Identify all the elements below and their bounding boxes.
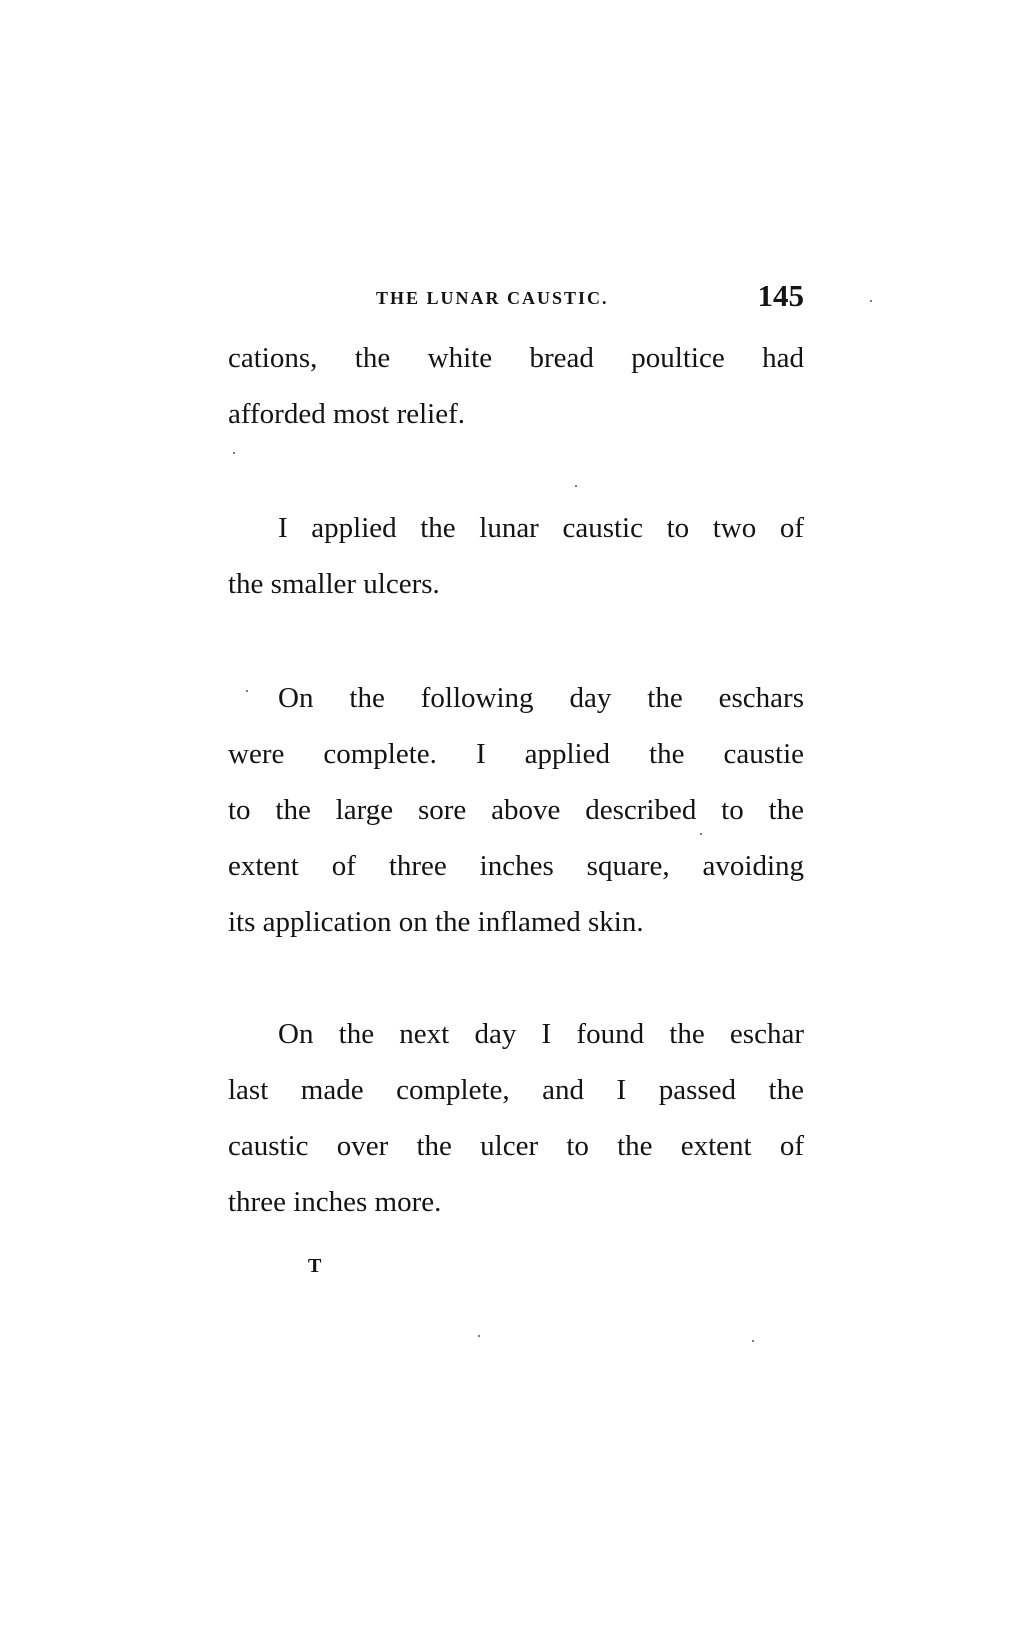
body-text <box>228 330 804 1230</box>
text-line: its application on the inflamed skin. <box>228 906 644 938</box>
print-speck <box>233 452 235 454</box>
print-speck <box>870 300 872 302</box>
text-line: were complete. I applied the caustie <box>228 738 804 770</box>
text-line: the smaller ulcers. <box>228 568 440 600</box>
print-speck <box>575 485 577 487</box>
text-line: caustic over the ulcer to the extent of <box>228 1130 804 1162</box>
paragraph-1 <box>228 330 804 442</box>
text-line: On the next day I found the eschar <box>278 1018 804 1050</box>
print-speck <box>700 833 702 835</box>
paragraph-2 <box>228 500 804 612</box>
print-speck <box>478 1335 480 1337</box>
print-speck <box>752 1340 754 1342</box>
page-number: 145 <box>757 278 804 313</box>
text-line: On the following day the eschars <box>278 682 804 714</box>
text-line: to the large sore above described to the <box>228 794 804 826</box>
signature-mark: T <box>308 1255 322 1277</box>
print-speck <box>246 690 248 692</box>
running-head <box>228 278 804 318</box>
text-line: afforded most relief. <box>228 398 466 430</box>
running-title: THE LUNAR CAUSTIC. <box>376 288 609 308</box>
text-line: I applied the lunar caustic to two of <box>278 512 804 544</box>
text-line: last made complete, and I passed the <box>228 1074 804 1106</box>
text-line: three inches more. <box>228 1186 442 1218</box>
text-line: extent of three inches square, avoiding <box>228 850 804 882</box>
paragraph-4 <box>228 1006 804 1230</box>
text-line: cations, the white bread poultice had <box>228 342 804 374</box>
paragraph-3 <box>228 670 804 950</box>
